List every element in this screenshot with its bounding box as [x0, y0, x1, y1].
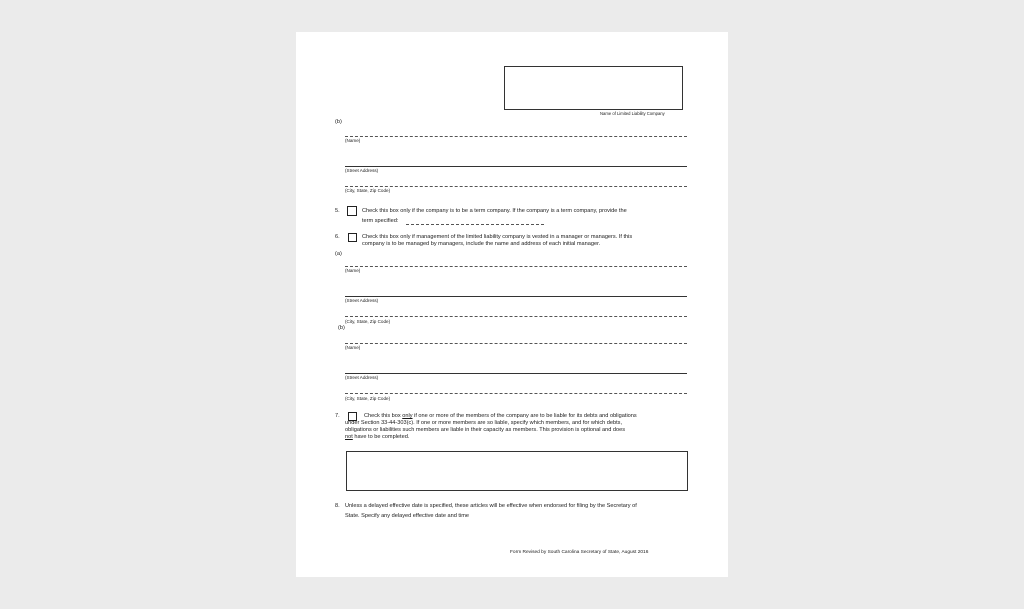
manager-b-name-caption: (Name): [345, 345, 361, 350]
item7-line3: obligations or liabilities such members are liable in their capacity as members. This provision is optional and does: [345, 427, 626, 433]
llc-name-box[interactable]: [504, 66, 683, 110]
item7-line1-post: if one or more of the members of the company are to be liable for its debts and obligations: [412, 413, 637, 419]
item5-line2: term specified:: [362, 218, 399, 224]
manager-a-name-caption: (Name): [345, 268, 361, 273]
item7-only-emphasis: only: [402, 413, 413, 419]
item7-line1-pre: Check this box: [364, 413, 403, 419]
item7-line4: [345, 434, 409, 441]
manager-b-street-caption: (Street Address): [345, 375, 379, 380]
street-line[interactable]: [345, 166, 687, 167]
city-line[interactable]: [345, 186, 687, 187]
name-caption: (Name): [345, 138, 361, 143]
item7-number: 7.: [335, 413, 340, 419]
item5-number: 5.: [335, 208, 340, 214]
member-liability-textbox[interactable]: [346, 451, 688, 491]
item6-number: 6.: [335, 234, 340, 240]
city-caption: (City, State, Zip Code): [345, 188, 391, 193]
item7-line4-post: have to be completed.: [352, 434, 410, 440]
item7-line1: [364, 413, 637, 420]
term-specified-line[interactable]: [406, 224, 544, 225]
item7-line2: under Section 33-44-303(c). If one or more members are so liable, specify which members, and for which debts,: [345, 420, 623, 426]
name-line[interactable]: [345, 136, 687, 137]
managers-checkbox[interactable]: [348, 233, 357, 242]
item7-not-emphasis: not: [345, 434, 353, 440]
form-page: [296, 32, 728, 577]
item8-line2: State. Specify any delayed effective date and time: [345, 513, 469, 519]
section-b-label: (b): [335, 119, 342, 125]
manager-a-city-caption: (City, State, Zip Code): [345, 319, 391, 324]
manager-b-label: (b): [338, 325, 345, 331]
manager-a-city-line[interactable]: [345, 316, 687, 317]
manager-b-city-caption: (City, State, Zip Code): [345, 396, 391, 401]
item6-line1: Check this box only if management of the limited liability company is vested in a manager or managers. If this: [362, 234, 633, 240]
manager-b-name-line[interactable]: [345, 343, 687, 344]
item6-line2: company is to be managed by managers, include the name and address of each initial manager.: [362, 241, 601, 247]
manager-a-label: (a): [335, 251, 342, 257]
manager-a-street-line[interactable]: [345, 296, 687, 297]
street-caption: (Street Address): [345, 168, 379, 173]
item8-line1: Unless a delayed effective date is specified, these articles will be effective when endorsed for filing by the Secretary of: [345, 503, 637, 509]
llc-name-caption: Name of Limited Liability Company: [600, 111, 665, 116]
term-company-checkbox[interactable]: [347, 206, 357, 216]
manager-b-street-line[interactable]: [345, 373, 687, 374]
manager-a-name-line[interactable]: [345, 266, 687, 267]
form-revision-footer: Form Revised by South Carolina Secretary of State, August 2016: [510, 550, 649, 555]
manager-b-city-line[interactable]: [345, 393, 687, 394]
item5-line1: Check this box only if the company is to be a term company. If the company is a term company, provide the: [362, 208, 627, 214]
manager-a-street-caption: (Street Address): [345, 298, 379, 303]
item8-number: 8.: [335, 503, 340, 509]
